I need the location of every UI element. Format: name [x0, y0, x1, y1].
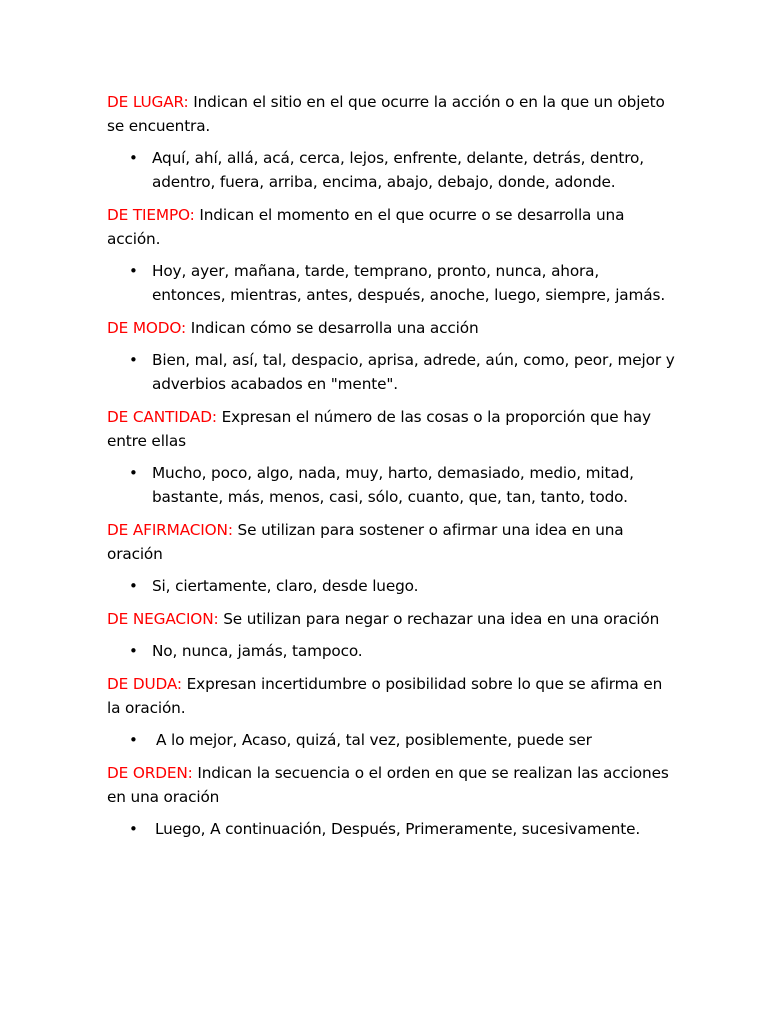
section-heading [107, 518, 677, 566]
section-description: Indican el sitio en el que ocurre la acción o en la que un objeto se encuentra. [107, 93, 665, 135]
section-de-tiempo [107, 203, 677, 307]
bullet-list [107, 639, 677, 663]
section-label: DE CANTIDAD: [107, 408, 217, 426]
list-item [107, 639, 677, 663]
section-label: DE TIEMPO: [107, 206, 195, 224]
bullet-list [107, 348, 677, 396]
bullet-icon: • [129, 351, 138, 369]
section-heading [107, 316, 677, 340]
list-item-text: A lo mejor, Acaso, quizá, tal vez, posiblemente, puede ser [156, 731, 592, 749]
list-item-text: No, nunca, jamás, tampoco. [152, 642, 363, 660]
section-description: Se utilizan para negar o rechazar una idea en una oración [218, 610, 660, 628]
section-de-duda [107, 672, 677, 752]
bullet-list [107, 817, 677, 841]
list-item [107, 146, 677, 194]
bullet-icon: • [129, 464, 138, 482]
section-de-lugar [107, 90, 677, 194]
section-de-orden [107, 761, 677, 841]
section-description: Expresan incertidumbre o posibilidad sobre lo que se afirma en la oración. [107, 675, 663, 717]
section-label: DE ORDEN: [107, 764, 193, 782]
list-item-text: Luego, A continuación, Después, Primeramente, sucesivamente. [155, 820, 641, 838]
bullet-icon: • [129, 149, 138, 167]
bullet-icon: • [129, 577, 138, 595]
bullet-list [107, 461, 677, 509]
section-de-afirmacion [107, 518, 677, 598]
section-label: DE NEGACION: [107, 610, 219, 628]
section-description: Se utilizan para sostener o afirmar una idea en una oración [107, 521, 624, 563]
section-heading [107, 90, 677, 138]
list-item [107, 348, 677, 396]
section-heading [107, 607, 677, 631]
bullet-icon: • [129, 262, 138, 280]
list-item-text: Bien, mal, así, tal, despacio, aprisa, adrede, aún, como, peor, mejor y adverbios acabados en "mente". [152, 351, 675, 393]
section-description: Indican la secuencia o el orden en que se realizan las acciones en una oración [107, 764, 669, 806]
list-item [107, 461, 677, 509]
section-heading [107, 761, 677, 809]
section-description: Indican el momento en el que ocurre o se desarrolla una acción. [107, 206, 625, 248]
list-item [107, 817, 677, 841]
document-body [107, 90, 677, 850]
list-item [107, 728, 677, 752]
section-description: Expresan el número de las cosas o la proporción que hay entre ellas [107, 408, 651, 450]
section-label: DE AFIRMACION: [107, 521, 233, 539]
bullet-list [107, 259, 677, 307]
section-heading [107, 203, 677, 251]
list-item-text: Hoy, ayer, mañana, tarde, temprano, pronto, nunca, ahora, entonces, mientras, antes, después, anoche, luego, siempre, jamás. [152, 262, 666, 304]
bullet-icon: • [129, 820, 138, 838]
section-de-modo [107, 316, 677, 396]
section-label: DE MODO: [107, 319, 187, 337]
list-item-text: Mucho, poco, algo, nada, muy, harto, demasiado, medio, mitad, bastante, más, menos, casi, sólo, cuanto, que, tan, tanto, todo. [152, 464, 634, 506]
section-de-cantidad [107, 405, 677, 509]
list-item [107, 574, 677, 598]
section-label: DE DUDA: [107, 675, 182, 693]
section-description: Indican cómo se desarrolla una acción [186, 319, 479, 337]
list-item-text: Aquí, ahí, allá, acá, cerca, lejos, enfrente, delante, detrás, dentro, adentro, fuera, arriba, encima, abajo, debajo, donde, adonde. [152, 149, 644, 191]
section-label: DE LUGAR: [107, 93, 189, 111]
list-item [107, 259, 677, 307]
list-item-text: Si, ciertamente, claro, desde luego. [152, 577, 419, 595]
section-heading [107, 672, 677, 720]
bullet-list [107, 146, 677, 194]
bullet-list [107, 574, 677, 598]
bullet-icon: • [129, 642, 138, 660]
section-heading [107, 405, 677, 453]
section-de-negacion [107, 607, 677, 663]
bullet-list [107, 728, 677, 752]
bullet-icon: • [129, 731, 138, 749]
